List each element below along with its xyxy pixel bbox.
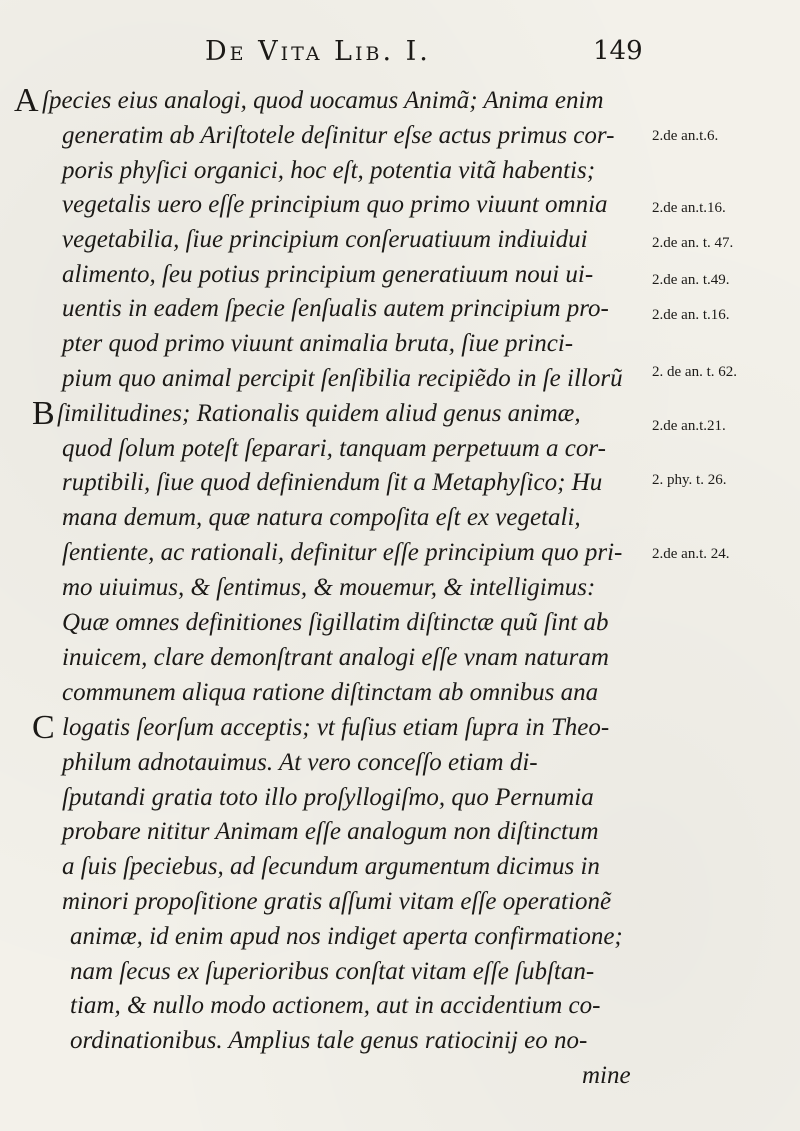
- text-line: pter quod primo viuunt animalia bruta, ſiue princi-: [62, 330, 574, 357]
- margin-note: 2. de an. t. 62.: [652, 364, 737, 380]
- text-line: ordinationibus. Amplius tale genus ratiocinij eo no-: [70, 1027, 588, 1054]
- text-line: pium quo animal percipit ſenſibilia recipiẽdo in ſe illorũ: [62, 365, 623, 392]
- margin-note: 2.de an.t.16.: [652, 200, 726, 216]
- text-line: ſputandi gratia toto illo proſyllogiſmo, quo Pernumia: [62, 784, 594, 811]
- text-line: minori propoſitione gratis aſſumi vitam eſſe operationẽ: [62, 888, 612, 915]
- text-line: probare nititur Animam eſſe analogum non diſtinctum: [62, 818, 599, 845]
- margin-note: 2.de an.t.21.: [652, 418, 726, 434]
- margin-note: 2.de an. t. 47.: [652, 235, 734, 251]
- text-line: nam ſecus ex ſuperioribus conſtat vitam eſſe ſubſtan-: [70, 958, 595, 985]
- text-line: mo uiuimus, & ſentimus, & mouemur, & intelligimus:: [62, 574, 596, 601]
- page-number: 149: [593, 36, 643, 66]
- section-letter-a: A: [14, 82, 39, 119]
- text-line: ſimilitudines; Rationalis quidem aliud genus animæ,: [57, 400, 581, 427]
- text-line: inuicem, clare demonſtrant analogi eſſe vnam naturam: [62, 644, 609, 671]
- text-line: communem aliqua ratione diſtinctam ab omnibus ana: [62, 679, 599, 706]
- margin-note: 2.de an.t. 24.: [652, 546, 730, 562]
- margin-note: 2.de an.t.6.: [652, 128, 719, 144]
- text-line: vegetabilia, ſiue principium conſeruatiuum indiuidui: [62, 226, 588, 253]
- text-line: quod ſolum poteſt ſeparari, tanquam perpetuum a cor-: [62, 435, 606, 462]
- text-line: generatim ab Ariſtotele deſinitur eſse actus primus cor-: [62, 122, 615, 149]
- text-line: mine: [582, 1062, 631, 1089]
- text-line: logatis ſeorſum acceptis; vt fuſius etiam ſupra in Theo-: [62, 714, 610, 741]
- text-line: poris phyſici organici, hoc eſt, potentia vitã habentis;: [62, 157, 596, 184]
- running-title: De Vita Lib. I.: [205, 36, 431, 67]
- text-line: vegetalis uero eſſe principium quo primo viuunt omnia: [62, 191, 608, 218]
- running-head: [0, 30, 800, 74]
- margin-note: 2.de an. t.49.: [652, 272, 730, 288]
- text-line: Quæ omnes definitiones ſigillatim diſtinctæ quũ ſint ab: [62, 609, 609, 636]
- text-line: tiam, & nullo modo actionem, aut in accidentium co-: [70, 992, 601, 1019]
- text-line: ſpecies eius analogi, quod uocamus Animã; Anima enim: [42, 87, 604, 114]
- text-line: uentis in eadem ſpecie ſenſualis autem principium pro-: [62, 295, 609, 322]
- margin-note: 2. phy. t. 26.: [652, 472, 727, 488]
- text-line: mana demum, quæ natura compoſita eſt ex vegetali,: [62, 504, 581, 531]
- text-line: alimento, ſeu potius principium generatiuum noui ui-: [62, 261, 594, 288]
- text-line: a ſuis ſpeciebus, ad ſecundum argumentum dicimus in: [62, 853, 600, 880]
- text-line: ſentiente, ac rationali, definitur eſſe principium quo pri-: [62, 539, 623, 566]
- text-line: philum adnotauimus. At vero conceſſo etiam di-: [62, 749, 538, 776]
- text-line: ruptibili, ſiue quod definiendum ſit a Metaphyſico; Hu: [62, 469, 603, 496]
- margin-note: 2.de an. t.16.: [652, 307, 730, 323]
- section-letter-c: C: [32, 709, 55, 746]
- text-line: animæ, id enim apud nos indiget aperta confirmatione;: [70, 923, 623, 950]
- section-letter-b: B: [32, 395, 55, 432]
